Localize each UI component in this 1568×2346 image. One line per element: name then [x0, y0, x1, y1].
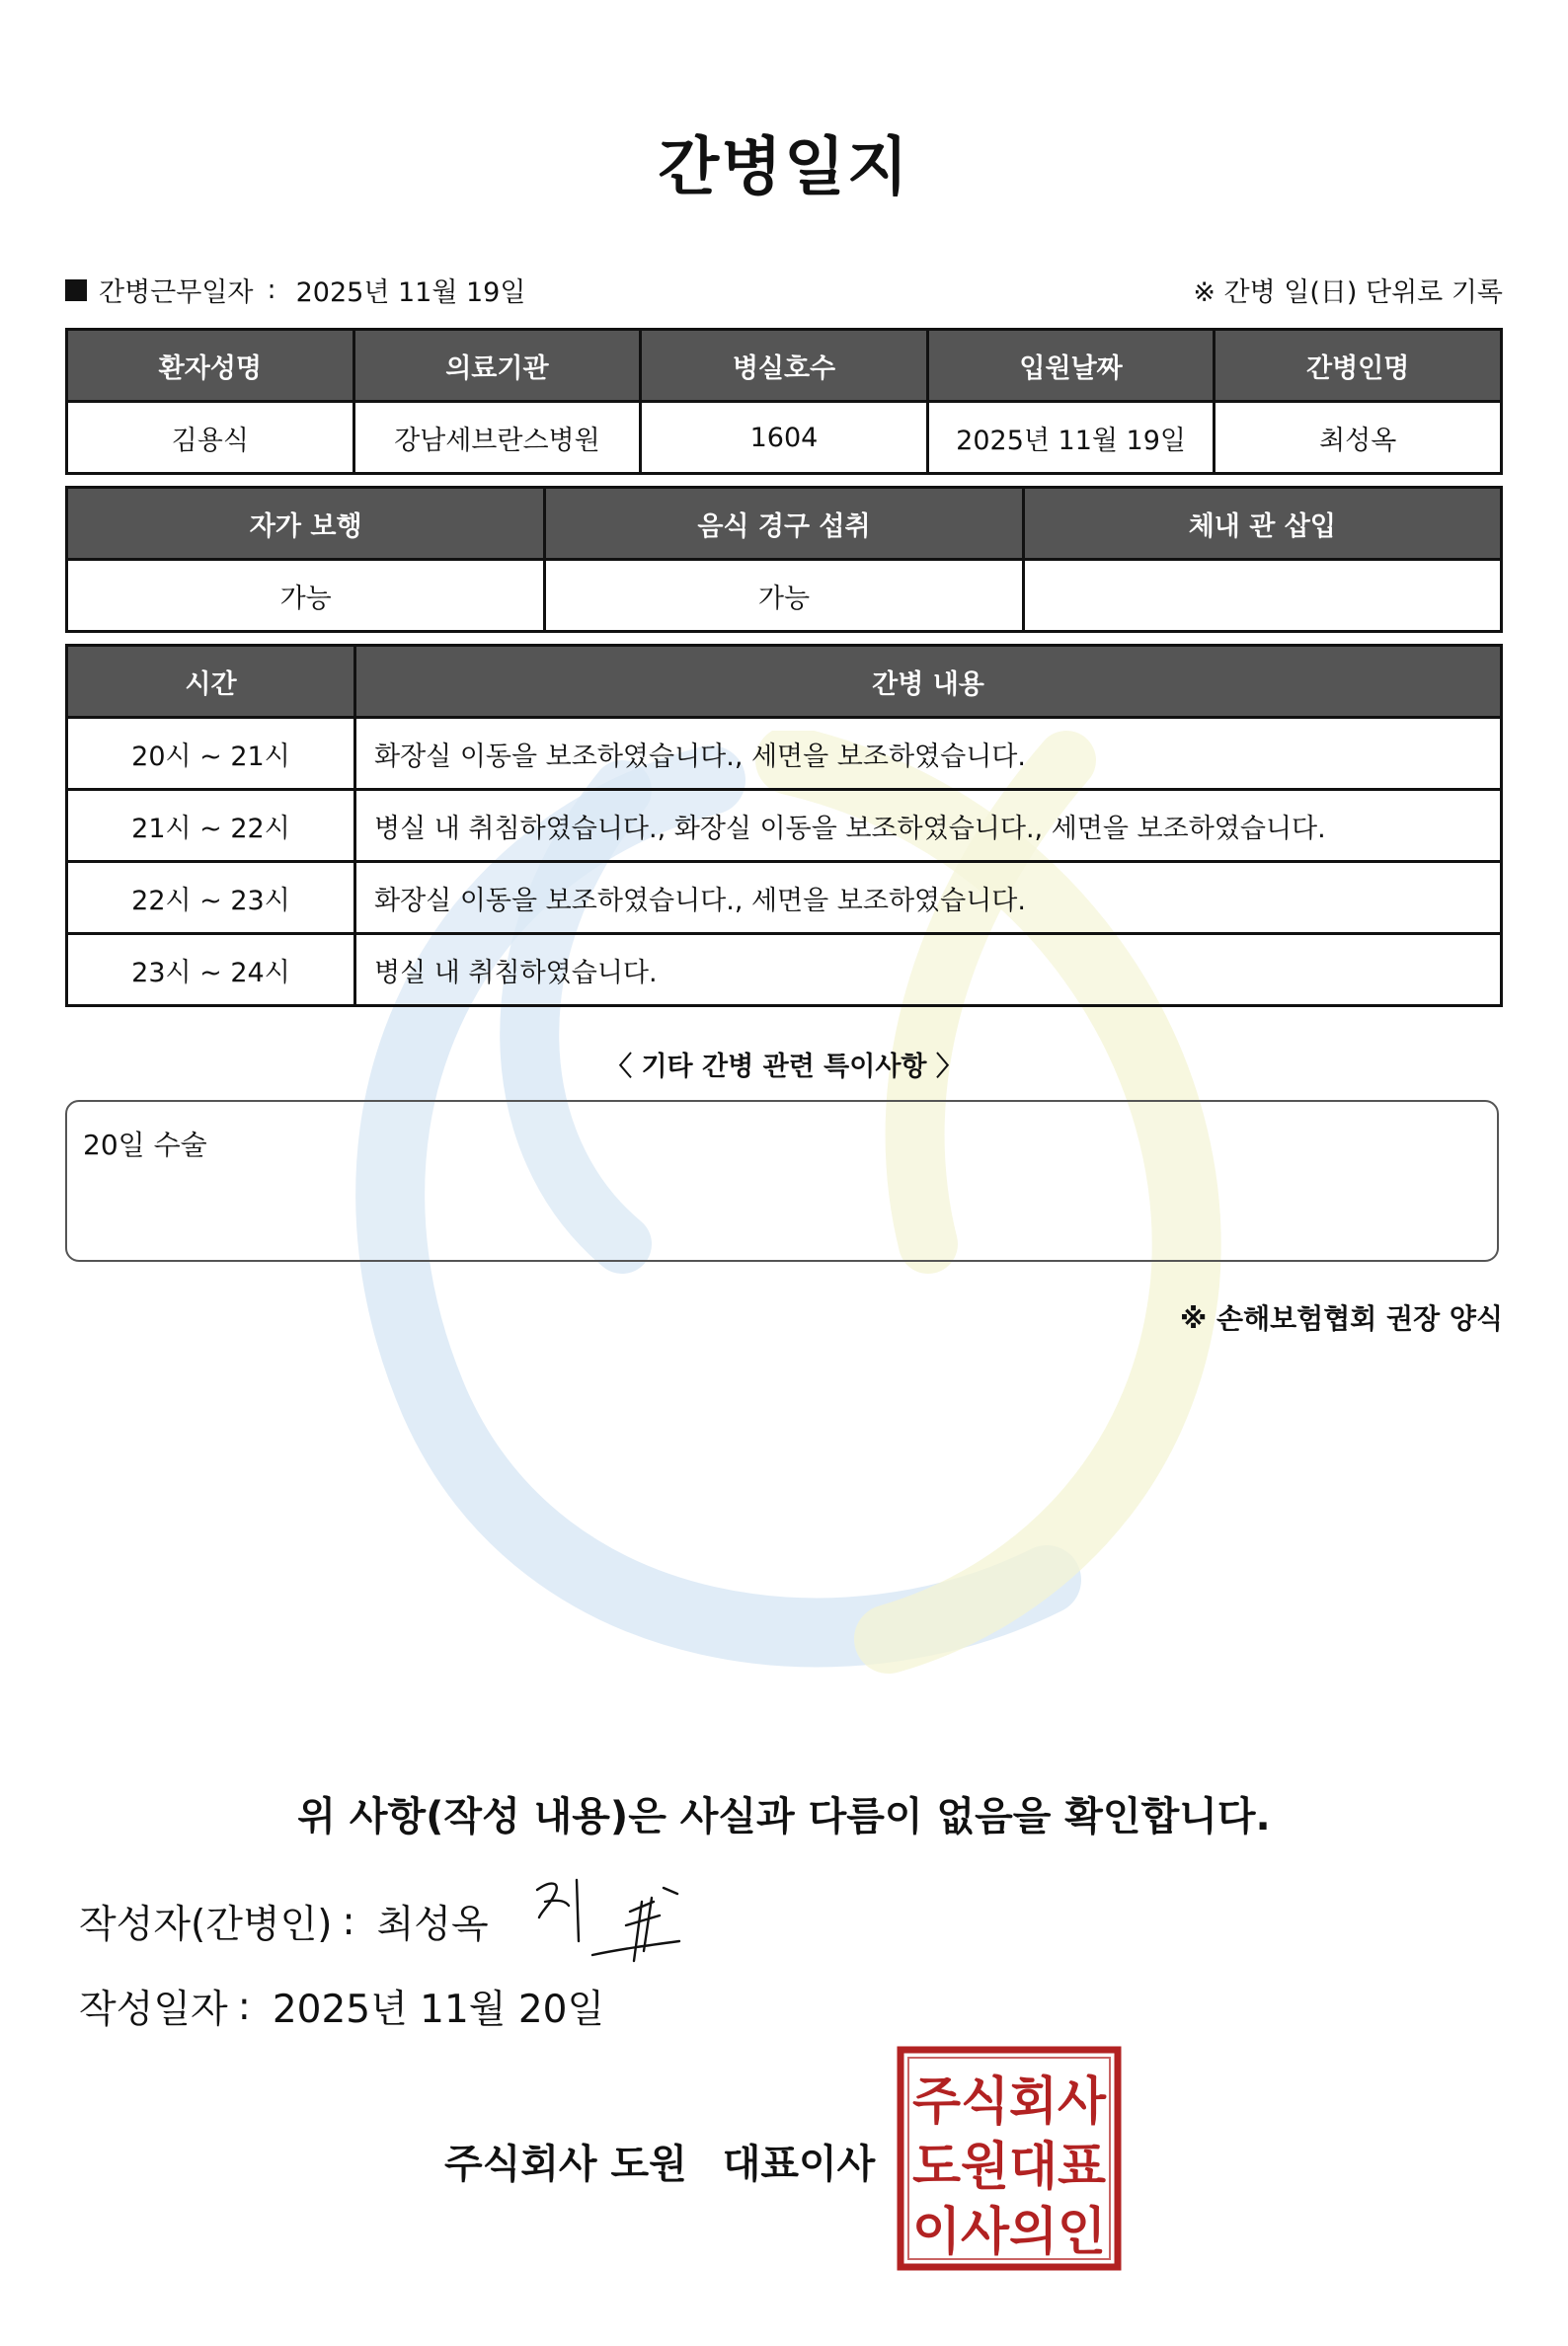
care-content: 병실 내 취침하였습니다., 화장실 이동을 보조하였습니다., 세면을 보조하였습니다.	[355, 790, 1502, 862]
header-oral-intake: 음식 경구 섭취	[545, 488, 1023, 560]
header-admission-date: 입원날짜	[927, 330, 1215, 402]
square-bullet-icon	[65, 279, 87, 301]
company-signature	[444, 2133, 875, 2189]
header-tube-insertion: 체내 관 삽입	[1023, 488, 1501, 560]
patient-value-row	[67, 402, 1502, 474]
tube-insertion-value	[1023, 560, 1501, 632]
header-self-walking: 자가 보행	[67, 488, 545, 560]
work-date-row	[65, 271, 1503, 310]
header-patient-name: 환자성명	[67, 330, 354, 402]
care-content: 화장실 이동을 보조하였습니다., 세면을 보조하였습니다.	[355, 718, 1502, 790]
care-content: 병실 내 취침하였습니다.	[355, 934, 1502, 1006]
care-time: 21시 ~ 22시	[67, 790, 355, 862]
written-date-colon: :	[237, 1984, 251, 2029]
writer-colon: :	[342, 1899, 355, 1944]
confirmation-statement: 위 사항(작성 내용)은 사실과 다름이 없음을 확인합니다.	[297, 1794, 1271, 1839]
writer-name: 최성옥	[376, 1903, 489, 1947]
oral-intake-value: 가능	[545, 560, 1023, 632]
seal-text-line: 도원대표	[912, 2138, 1106, 2197]
seal-text-line: 이사의인	[912, 2203, 1106, 2262]
writer-line	[79, 1894, 489, 1949]
table-row	[67, 862, 1502, 934]
table-row	[67, 718, 1502, 790]
room-number: 1604	[641, 402, 928, 474]
patient-name: 김용식	[67, 402, 354, 474]
seal-text-line: 주식회사	[912, 2072, 1107, 2132]
notes-box	[65, 1100, 1499, 1262]
status-value-row	[67, 560, 1502, 632]
handwritten-signature	[531, 1872, 709, 1971]
writer-label: 작성자(간병인)	[79, 1903, 333, 1947]
status-header-row	[67, 488, 1502, 560]
care-time: 22시 ~ 23시	[67, 862, 355, 934]
table-row	[67, 790, 1502, 862]
patient-header-row	[67, 330, 1502, 402]
work-date-value: 2025년 11월 19일	[295, 277, 526, 308]
header-room-number: 병실호수	[641, 330, 928, 402]
care-time: 23시 ~ 24시	[67, 934, 355, 1006]
company-title: 대표이사	[722, 2142, 876, 2187]
header-hospital: 의료기관	[353, 330, 641, 402]
hospital-name: 강남세브란스병원	[353, 402, 641, 474]
document-title: 간병일지	[658, 131, 910, 204]
work-date-label: 간병근무일자	[99, 277, 254, 308]
work-date-colon: :	[267, 274, 276, 305]
form-source-note: ※ 손해보험협회 권장 양식	[1180, 1302, 1503, 1335]
care-log-header-row	[67, 646, 1502, 718]
header-care-content: 간병 내용	[355, 646, 1502, 718]
admission-date: 2025년 11월 19일	[927, 402, 1215, 474]
care-time: 20시 ~ 21시	[67, 718, 355, 790]
work-date	[65, 271, 525, 309]
table-row	[67, 934, 1502, 1006]
patient-info-table	[65, 328, 1503, 475]
company-seal	[897, 2046, 1122, 2271]
self-walking-value: 가능	[67, 560, 545, 632]
notes-text: 20일 수술	[83, 1129, 207, 1161]
written-date-line	[79, 1979, 604, 2034]
patient-status-table	[65, 486, 1503, 633]
caregiver-name: 최성옥	[1215, 402, 1502, 474]
unit-note: ※ 간병 일(日) 단위로 기록	[1193, 277, 1503, 308]
written-date-value: 2025년 11월 20일	[272, 1988, 605, 2032]
company-name: 주식회사 도원	[444, 2142, 687, 2187]
care-log-table	[65, 644, 1503, 1007]
notes-heading: 〈 기타 간병 관련 특이사항 〉	[605, 1052, 963, 1082]
written-date-label: 작성일자	[79, 1988, 228, 2032]
care-content: 화장실 이동을 보조하였습니다., 세면을 보조하였습니다.	[355, 862, 1502, 934]
header-caregiver-name: 간병인명	[1215, 330, 1502, 402]
header-time: 시간	[67, 646, 355, 718]
